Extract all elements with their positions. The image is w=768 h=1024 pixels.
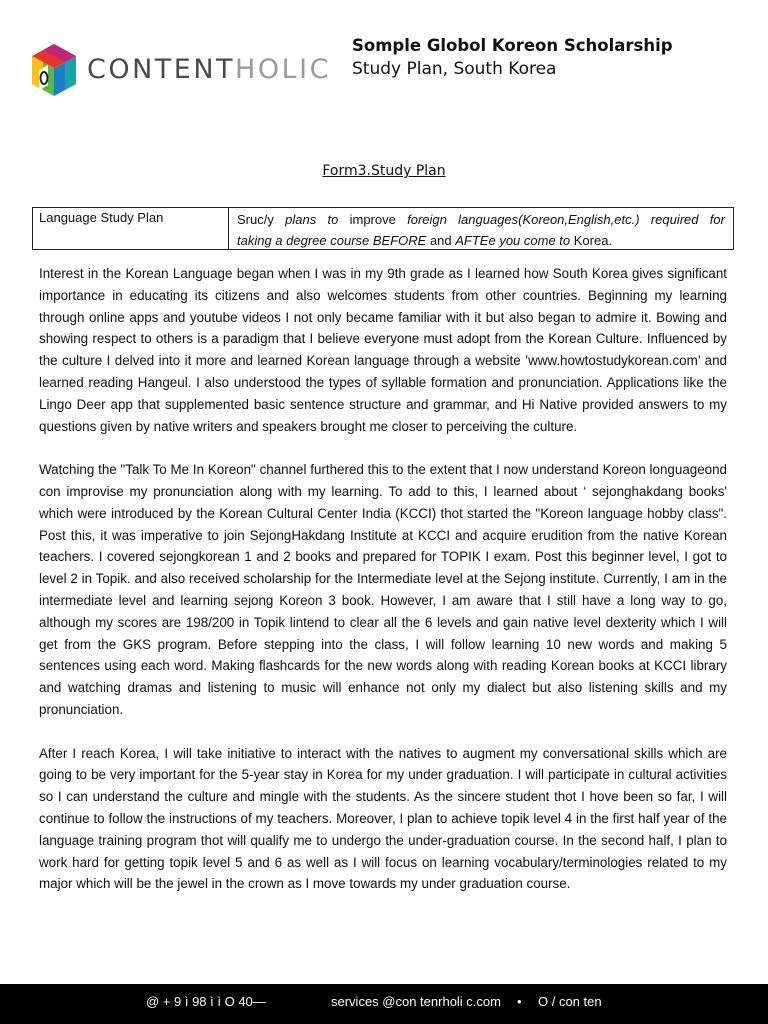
essay-body bbox=[39, 263, 727, 917]
paragraph-3: After I reach Korea, I will take initiative to interact with the natives to augment my conversational skills which are going to be very important for the 5-year stay in Korea for my under graduation. I will participate in cultural activities so I can understand the culture and mingle with the students. As the sincere student thot I hove been so far, I will continue to follow the instructions of my teachers. Moreover, I plan to achieve topik level 4 in the first half year of the language training program thot will qualify me to undergo the under-graduation course. In the second half, I plan to work hard for getting topik level 5 and 6 as well as I will focus on learning vocabulary/terminologies related to my major which will be the jewel in the crown as I move towards my under graduation course. bbox=[39, 745, 727, 892]
footer-email: services @con tenrholi c.com bbox=[331, 994, 501, 1009]
document-subtitle: Study Plan, South Korea bbox=[352, 59, 557, 79]
paragraph-1: Interest in the Korean Language began when I was in my 9th grade as I learned how South Korea gives significant importance in educating its citizens and also welcomes students from other countries. Beginning my learning through online apps and youtube videos I not only became familiar with it but also began to admire it. Bowing and showing respect to others is a paradigm that I believe everyone must adopt from the Korean Culture. Influenced by the culture I delved into it more and learned Korean language through a website ’www.howtostudykorean.com’ and learned reading Hangeul. I also understood the types of syllable formation and pronunciation. Applications like the Lingo Deer app that supplemented basic sentence structure and grammar, and Hi Native provided answers to my questions given by native writers and speakers brought me closer to perceiving the culture. bbox=[39, 266, 727, 434]
logo-wordmark: CONTENTHOLIC bbox=[87, 54, 331, 85]
study-plan-table bbox=[32, 207, 734, 250]
cube-logo-icon bbox=[24, 40, 84, 102]
paragraph-2: Watching the "Talk To Me In Koreon" channel furthered this to the extent that I now understand Koreon longuageond con improvise my pronunciation along with my learning. To add to this, I learned about ‘ sejonghakdang books' which were introduced by the Korean Cultural Center India (KCCI) thot started the "Koreon language hobby class". Post this, it was imperative to join SejongHakdang Institute at KCCI and acquire erudition from the native Korean teachers. I covered sejongkorean 1 and 2 books and prepared for TOPIK I exam. Post this beginner level, I got to level 2 in Topik. and also received scholarship for the Intermediate level at the Sejong institute. Currently, I am in the intermediate level and learning sejong Koreon 3 book. However, I am aware that I still have a long way to go, although my scores are 198/200 in Topik lintend to clear all the 6 levels and gain native level dexterity which I will get from the GKS program. Before stepping into the class, I will follow learning 10 new words and making 5 sentences using each word. Making flashcards for the new words along with reading Korean books at KCCI library and watching dramas and listening to music will enhance not only my dialect but also listening skills and my pronunciation. bbox=[39, 462, 727, 717]
contact-footer bbox=[0, 984, 768, 1024]
footer-website: O / con ten bbox=[538, 994, 602, 1009]
document-title: Somple Globol Koreon Scholarship bbox=[352, 36, 673, 55]
document-header bbox=[0, 0, 768, 110]
plan-description-cell: Sruc/y plans to improve foreign languages(Koreon,English,etc.) required for taking a degree course BEFORE and AFTEe you come to Korea. bbox=[237, 212, 725, 248]
footer-bullet: • bbox=[517, 994, 522, 1009]
footer-phone: @ + 9 ì 98 ì ì O 40— bbox=[146, 994, 266, 1009]
contentholic-logo bbox=[24, 40, 331, 110]
form-title: Form3.Study Plan bbox=[322, 163, 446, 179]
plan-label-cell: Language Study Plan bbox=[33, 208, 229, 249]
